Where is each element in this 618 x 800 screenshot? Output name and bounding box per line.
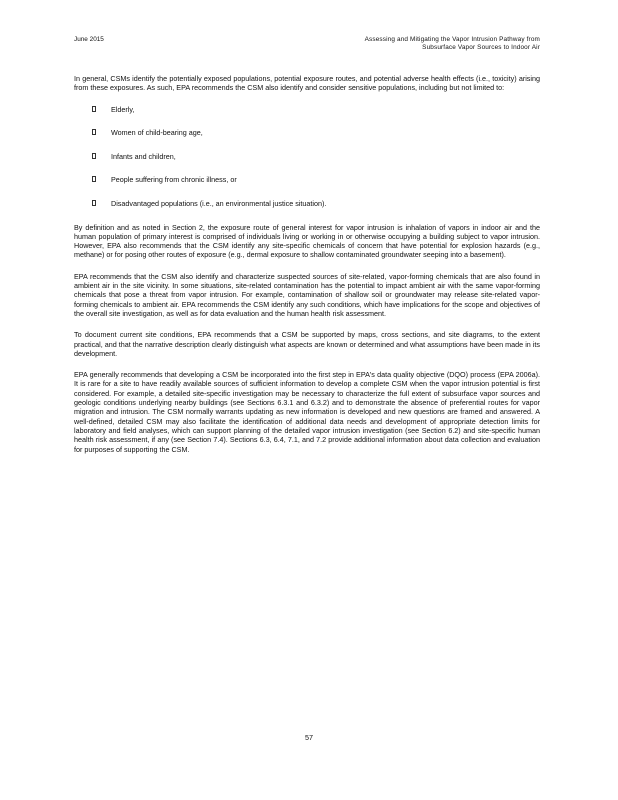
bullet-box-icon (92, 153, 96, 159)
paragraph-ambient-air-sources: EPA recommends that the CSM also identify and characterize suspected sources of site-related, vapor-forming chemicals that are also found in ambient air in the site vicinity. In some situations, site-related contamination has the potential to impact ambient air with the same vapor-forming chemicals that pose a threat from vapor intrusion. For example, contamination of shallow soil or groundwater may release site-related vapor-forming chemicals to ambient air. EPA recommends the CSM identify any such conditions, which have implications for the scope and objectives of the overall site investigation, as well as for data evaluation and the human health risk assessment. (74, 271, 540, 318)
bullet-box-icon (92, 176, 96, 182)
header-title (365, 36, 540, 52)
paragraph-document-conditions: To document current site conditions, EPA recommends that a CSM be supported by maps, cross sections, and site diagrams, to the extent practical, and that the narrative description clearly distinguish what aspects are known or determined and what assumptions have been made in its development. (74, 330, 540, 358)
list-item-text: Infants and children, (111, 151, 176, 161)
bullet-box-icon (92, 129, 96, 135)
list-item (92, 199, 540, 208)
paragraph-exposure-route: By definition and as noted in Section 2, the exposure route of general interest for vapor intrusion is inhalation of vapors in indoor air and the human population of primary interest is comprised of individuals living or working in or otherwise occupying a building subject to vapor intrusion. However, EPA also recommends that the CSM identify any site-specific chemicals of concern that have potential for explosion hazards (e.g., methane) or for posing other routes of exposure (e.g., dermal exposure to shallow contaminated groundwater seeping into a basement). (74, 222, 540, 260)
list-item-text: Women of child-bearing age, (111, 128, 203, 138)
page-number: 57 (305, 733, 313, 742)
header-title-line-1: Assessing and Mitigating the Vapor Intrusion Pathway from (364, 36, 540, 43)
header-date: June 2015 (74, 36, 104, 43)
sensitive-populations-list (74, 105, 540, 209)
list-item (92, 152, 540, 161)
document-body (74, 74, 540, 466)
bullet-box-icon (92, 106, 96, 112)
list-item (92, 175, 540, 184)
paragraph-dqo-process: EPA generally recommends that developing a CSM be incorporated into the first step in EPA's data quality objective (DQO) process (EPA 2006a). It is rare for a site to have readily available sources of sufficient information to develop a complete CSM when the vapor intrusion potential is first considered. For example, a detailed site-specific investigation may be necessary to characterize the full extent of subsurface vapor sources and geologic conditions underlying nearby buildings (see Sections 6.3.1 and 6.3.2) and to demonstrate the absence of preferential routes for vapor migration and intrusion. The CSM normally warrants updating as new information is developed and new questions are framed and answered. A well-defined, detailed CSM may also facilitate the identification of additional data needs and development of appropriate detection limits for laboratory and field analyses, which can support planning of the detailed vapor intrusion investigation (see Section 6.2) and site-specific human health risk assessment, if any (see Section 7.4). Sections 6.3, 6.4, 7.1, and 7.2 provide additional information about data collection and evaluation for purposes of supporting the CSM. (74, 370, 540, 454)
list-item-text: Disadvantaged populations (i.e., an environmental justice situation). (111, 198, 327, 208)
list-item (92, 128, 540, 137)
list-item-text: Elderly, (111, 104, 135, 114)
paragraph-sensitive-populations: In general, CSMs identify the potentially exposed populations, potential exposure routes, and potential adverse health effects (i.e., toxicity) arising from these exposures. As such, EPA recommends the CSM also identify and consider sensitive populations, including but not limited to: (74, 74, 540, 93)
bullet-box-icon (92, 200, 96, 206)
list-item-text: People suffering from chronic illness, or (111, 175, 237, 185)
list-item (92, 105, 540, 114)
header-title-line-2: Subsurface Vapor Sources to Indoor Air (422, 44, 540, 51)
